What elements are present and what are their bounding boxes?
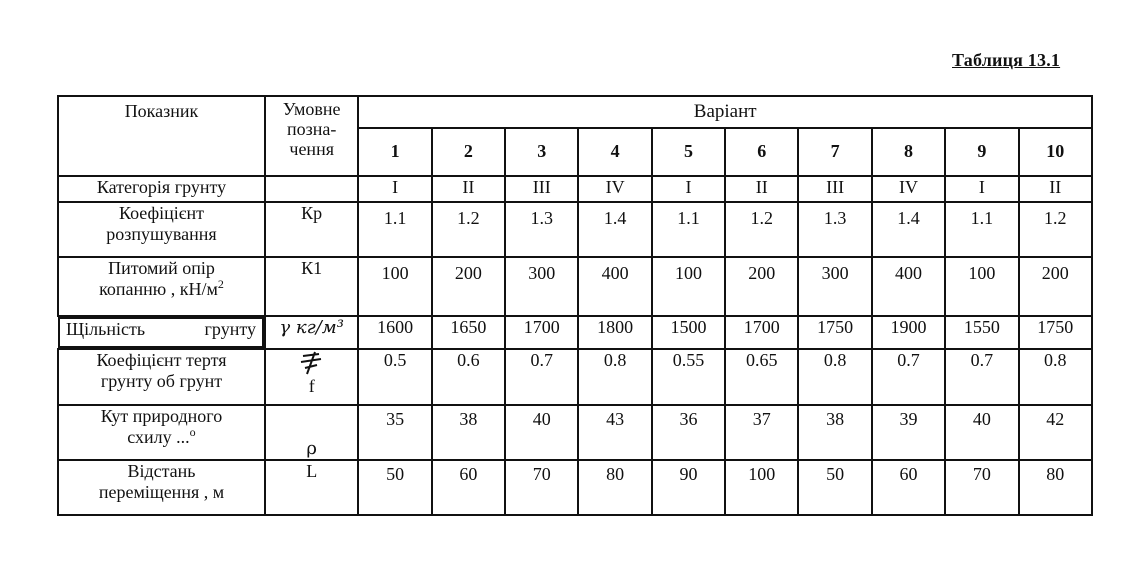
table-cell: 90 xyxy=(652,460,725,515)
table-cell: 400 xyxy=(872,257,945,316)
table-cell: 50 xyxy=(358,460,431,515)
table-cell: 37 xyxy=(725,405,798,460)
row-label-part1: Щільність xyxy=(66,319,146,339)
table-cell: 40 xyxy=(505,405,578,460)
table-cell: 100 xyxy=(358,257,431,316)
table-cell: 50 xyxy=(798,460,871,515)
row-label xyxy=(58,405,265,460)
table-cell: 200 xyxy=(1019,257,1093,316)
header-symbol xyxy=(265,96,358,176)
row-symbol: L xyxy=(265,460,358,515)
row-symbol-text: f xyxy=(308,376,315,396)
table-cell: 0.55 xyxy=(652,349,725,405)
row-label-line2: розпушування xyxy=(106,224,217,244)
row-symbol: Кр xyxy=(265,202,358,257)
table-cell: 39 xyxy=(872,405,945,460)
table-cell: 300 xyxy=(505,257,578,316)
variant-number: 4 xyxy=(578,128,651,176)
variant-number: 9 xyxy=(945,128,1018,176)
table-cell: 1600 xyxy=(358,316,431,349)
row-label xyxy=(58,460,265,515)
table-cell: 0.7 xyxy=(505,349,578,405)
table-row-moving-distance xyxy=(58,460,1092,515)
row-label-line1: Відстань xyxy=(127,461,196,481)
data-table xyxy=(57,95,1093,516)
table-cell: 1.2 xyxy=(1019,202,1093,257)
variant-number: 10 xyxy=(1019,128,1093,176)
table-cell: 60 xyxy=(872,460,945,515)
variant-number: 5 xyxy=(652,128,725,176)
row-symbol xyxy=(265,405,358,460)
table-cell: 400 xyxy=(578,257,651,316)
row-label-line1: Коефіцієнт xyxy=(118,203,205,223)
row-label-line2: переміщення , м xyxy=(98,482,225,502)
table-cell: 0.5 xyxy=(358,349,431,405)
table-cell: 1550 xyxy=(945,316,1018,349)
table-cell: 43 xyxy=(578,405,651,460)
table-cell: 70 xyxy=(945,460,1018,515)
table-cell: 0.8 xyxy=(1019,349,1093,405)
row-label xyxy=(58,257,265,316)
table-row-slope-angle xyxy=(58,405,1092,460)
header-variant: Варіант xyxy=(358,96,1092,128)
table-cell: 1750 xyxy=(1019,316,1093,349)
table-cell: 1650 xyxy=(432,316,505,349)
table-row-loosening-coefficient xyxy=(58,202,1092,257)
row-symbol xyxy=(265,176,358,202)
table-cell: II xyxy=(432,176,505,202)
row-label xyxy=(58,349,265,405)
table-cell: 1.3 xyxy=(505,202,578,257)
table-cell: 42 xyxy=(1019,405,1093,460)
row-label-line2: копанню , $кН/м^2$ xyxy=(99,277,224,299)
variant-number: 3 xyxy=(505,128,578,176)
table-cell: 1.2 xyxy=(432,202,505,257)
variant-number: 8 xyxy=(872,128,945,176)
scribble-icon xyxy=(297,350,327,376)
row-label xyxy=(58,202,265,257)
table-cell: 1800 xyxy=(578,316,651,349)
table-cell: 100 xyxy=(725,460,798,515)
row-symbol xyxy=(265,349,358,405)
table-cell: 200 xyxy=(725,257,798,316)
table-cell: 100 xyxy=(652,257,725,316)
table-caption: Таблиця 13.1 xyxy=(952,50,1061,70)
table-cell: II xyxy=(1019,176,1093,202)
table-cell: II xyxy=(725,176,798,202)
table-cell: 0.7 xyxy=(945,349,1018,405)
row-label-line2: схилу ...$^o$ xyxy=(127,425,196,447)
header-symbol-line2: позна- xyxy=(287,119,337,139)
table-cell: 0.7 xyxy=(872,349,945,405)
header-indicator: Показник xyxy=(58,96,265,176)
scribble-mark xyxy=(266,350,357,376)
table-cell: 36 xyxy=(652,405,725,460)
table-cell: 38 xyxy=(432,405,505,460)
row-label-line1: Питомий опір xyxy=(108,258,215,278)
variant-number: 6 xyxy=(725,128,798,176)
row-label-part2: грунту xyxy=(204,319,256,339)
header-row-variant xyxy=(58,96,1092,128)
superscript: o xyxy=(189,425,196,439)
table-cell: 60 xyxy=(432,460,505,515)
table-cell: III xyxy=(798,176,871,202)
table-row-soil-category xyxy=(58,176,1092,202)
table-cell: 1.1 xyxy=(652,202,725,257)
table-cell: 0.6 xyxy=(432,349,505,405)
row-label-line1: Коефіцієнт тертя xyxy=(96,350,227,370)
table-cell: 200 xyxy=(432,257,505,316)
table-cell: 0.65 xyxy=(725,349,798,405)
table-row-soil-density xyxy=(58,316,1092,349)
table-cell: 80 xyxy=(578,460,651,515)
table-cell: 100 xyxy=(945,257,1018,316)
table-cell: I xyxy=(652,176,725,202)
row-label: Категорія грунту xyxy=(58,176,265,202)
table-cell: 1.2 xyxy=(725,202,798,257)
row-symbol: К1 xyxy=(265,257,358,316)
table-cell: I xyxy=(945,176,1018,202)
row-label-line1: Кут природного xyxy=(100,406,223,426)
header-symbol-line1: Умовне xyxy=(282,99,341,119)
table-cell: IV xyxy=(578,176,651,202)
table-cell: 300 xyxy=(798,257,871,316)
table-row-friction-coefficient xyxy=(58,349,1092,405)
table-cell: 1.4 xyxy=(578,202,651,257)
table-cell: 1750 xyxy=(798,316,871,349)
table-cell: 1.1 xyxy=(358,202,431,257)
table-row-digging-resistance xyxy=(58,257,1092,316)
table-cell: 35 xyxy=(358,405,431,460)
table-cell: 1.3 xyxy=(798,202,871,257)
superscript: 2 xyxy=(217,277,224,291)
table-cell: 0.8 xyxy=(578,349,651,405)
row-label-line2: грунту об грунт xyxy=(100,371,223,391)
table-cell: 1900 xyxy=(872,316,945,349)
table-cell: 1500 xyxy=(652,316,725,349)
table-cell: 1.4 xyxy=(872,202,945,257)
table-cell: IV xyxy=(872,176,945,202)
variant-number: 1 xyxy=(358,128,431,176)
row-symbol-text: ρ xyxy=(306,438,317,459)
table-cell: I xyxy=(358,176,431,202)
table-cell: 0.8 xyxy=(798,349,871,405)
variant-number: 7 xyxy=(798,128,871,176)
table-cell: 1700 xyxy=(505,316,578,349)
header-symbol-line3: чення xyxy=(289,139,334,159)
variant-number: 2 xyxy=(432,128,505,176)
row-symbol: γ кг/м³ xyxy=(265,316,358,349)
table-cell: 40 xyxy=(945,405,1018,460)
table-cell: III xyxy=(505,176,578,202)
row-label xyxy=(58,317,264,348)
table-cell: 70 xyxy=(505,460,578,515)
table-cell: 38 xyxy=(798,405,871,460)
table-cell: 1.1 xyxy=(945,202,1018,257)
table-cell: 1700 xyxy=(725,316,798,349)
table-cell: 80 xyxy=(1019,460,1093,515)
